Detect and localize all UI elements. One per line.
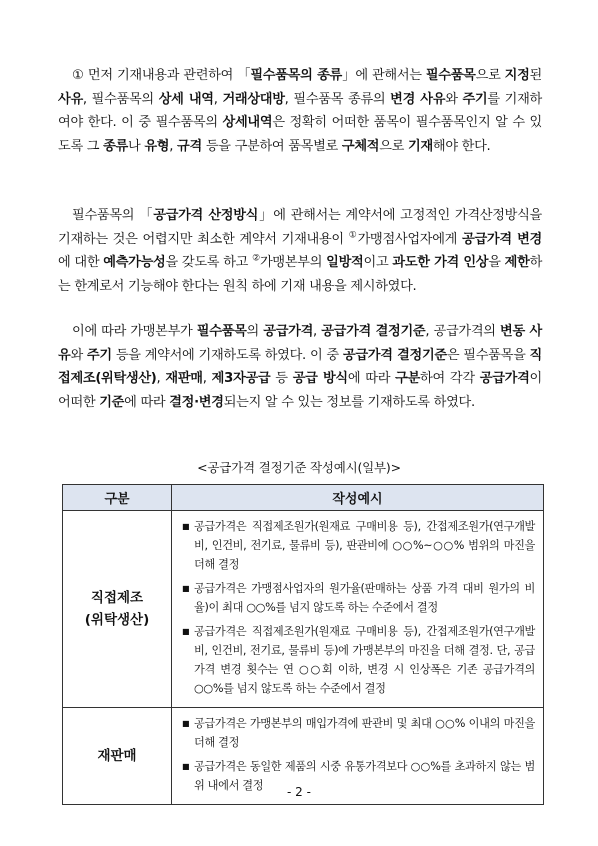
- emphasis-text: 공급가격: [479, 371, 530, 386]
- table-row-direct-manufacture: [63, 511, 544, 708]
- circled-number-marker: ①: [348, 230, 358, 241]
- emphasis-text: 구분: [395, 371, 421, 386]
- emphasis-text: 공급 방식: [292, 371, 348, 386]
- square-bullet-icon: ■: [182, 762, 190, 771]
- emphasis-text: 사유: [58, 91, 83, 107]
- list-item-text: 공급가격은 동일한 제품의 시중 유통가격보다 ○○%를 초과하지 않는 범위 내에서 결정: [194, 760, 535, 792]
- emphasis-text: 공급가격 결정기준: [321, 324, 426, 339]
- emphasis-text: 거래상대방: [222, 91, 285, 107]
- emphasis-text: 과도한 가격 인상: [392, 255, 489, 270]
- emphasis-text: 주기: [462, 91, 488, 107]
- emphasis-text: 필수품목: [196, 324, 247, 339]
- emphasis-text: 필수품목의 종류: [250, 68, 342, 83]
- category-line: (위탁생산): [84, 612, 150, 628]
- square-bullet-icon: ■: [182, 522, 190, 531]
- emphasis-text: 기재: [408, 138, 433, 154]
- list-item-text: 공급가격은 직접제조원가(원재료 구매비용 등), 간접제조원가(연구개발비, 인건비, 전기료, 물류비 등)에 가맹본부의 마진을 더해 결정. 단, 공급가격 변경 횟수는 연 ○○회 이하, 변경 시 인상폭은 기존 공급가격의 ○○%를 넘지 않도록 하는 수준에서 결정: [194, 625, 535, 695]
- table-header-row: [63, 485, 544, 511]
- header-example: 작성예시: [172, 485, 544, 511]
- emphasis-text: 공급가격 결정기준: [342, 347, 447, 363]
- emphasis-text: 제한: [504, 255, 530, 270]
- emphasis-text: 변동 사유: [58, 324, 542, 363]
- list-item: [180, 622, 535, 698]
- emphasis-text: 지정: [504, 68, 530, 83]
- category-direct-manufacture: [63, 511, 172, 708]
- emphasis-text: 공급가격: [263, 324, 314, 339]
- emphasis-text: 일방적: [326, 255, 364, 270]
- emphasis-text: 구체적: [341, 138, 380, 154]
- paragraph-required-items-types: ① 먼저 기재내용과 관련하여 「필수품목의 종류」에 관해서는 필수품목으로 지정된 사유, 필수품목의 상세 내역, 거래상대방, 필수품목 종류의 변경 사유와 주기를 기재하여야 한다. 이 중 필수품목의 상세내역은 정확히 어떠한 품목이 필수품목인지 알 수 있도록 그 종류나 유형, 규격 등을 구분하여 품목별로 구체적으로 기재해야 한다.: [58, 68, 542, 154]
- list-item-text: 공급가격은 가맹본부의 매입가격에 판관비 및 최대 ○○% 이내의 마진을 더해 결정: [194, 717, 535, 749]
- emphasis-text: 결정·변경: [169, 394, 224, 410]
- category-line: 재판매: [97, 748, 137, 764]
- paragraph-supply-price-method: 필수품목의 「공급가격 산정방식」에 관해서는 계약서에 고정적인 가격산정방식을 기재하는 것은 어렵지만 최소한 계약서 기재내용이 ①가맹점사업자에게 공급가격 변경에 대한 예측가능성을 갖도록 하고 ②가맹본부의 일방적이고 과도한 가격 인상을 제한하는 한계로서 기능해야 한다는 원칙 하에 기재 내용을 제시하였다.: [58, 208, 543, 294]
- page-number: - 2 -: [287, 785, 311, 799]
- emphasis-text: 예측가능성: [103, 255, 166, 270]
- emphasis-text: 변경 사유: [390, 91, 446, 107]
- list-item-text: 공급가격은 직접제조원가(원재료 구매비용 등), 간접제조원가(연구개발비, 인건비, 전기료, 물류비 등), 판관비에 ○○%~○○% 범위의 마진을 더해 결정: [194, 520, 535, 571]
- list-item: [180, 517, 535, 574]
- list-item: [180, 714, 535, 752]
- emphasis-text: 공급가격 산정방식: [153, 208, 259, 223]
- emphasis-text: 유형: [144, 138, 170, 154]
- example-table: [62, 484, 544, 805]
- square-bullet-icon: ■: [182, 719, 190, 728]
- category-line: 직접제조: [90, 590, 144, 606]
- circled-number-marker: ②: [252, 253, 260, 264]
- header-category: 구분: [63, 485, 172, 511]
- table-caption: <공급가격 결정기준 작성예시(일부)>: [197, 460, 401, 475]
- emphasis-text: 상세 내역: [158, 91, 214, 107]
- emphasis-text: 종류: [103, 138, 128, 154]
- emphasis-text: 재판매: [165, 371, 203, 386]
- emphasis-text: 기준: [99, 394, 125, 410]
- emphasis-text: 공급가격 변경: [462, 231, 542, 247]
- emphasis-text: 직접제조(위탁생산): [58, 347, 542, 386]
- list-item: [180, 579, 535, 617]
- items-direct-manufacture: [172, 511, 544, 708]
- emphasis-text: 제3자공급: [211, 371, 271, 386]
- emphasis-text: 주기: [86, 347, 112, 363]
- emphasis-text: 필수품목: [425, 68, 476, 83]
- emphasis-text: 상세내역: [222, 115, 273, 130]
- square-bullet-icon: ■: [182, 584, 190, 593]
- emphasis-text: 규격: [177, 138, 202, 154]
- paragraph-supply-price-criteria: 이에 따라 가맹본부가 필수품목의 공급가격, 공급가격 결정기준, 공급가격의 변동 사유와 주기 등을 계약서에 기재하도록 하였다. 이 중 공급가격 결정기준은 필수품목을 직접제조(위탁생산), 재판매, 제3자공급 등 공급 방식에 따라 구분하여 각각 공급가격이 어떠한 기준에 따라 결정·변경되는지 알 수 있는 정보를 기재하도록 하였다.: [58, 324, 542, 410]
- list-item-text: 공급가격은 가맹점사업자의 원가율(판매하는 상품 가격 대비 원가의 비율)이 최대 ○○%를 넘지 않도록 하는 수준에서 결정: [194, 582, 535, 614]
- square-bullet-icon: ■: [182, 627, 190, 636]
